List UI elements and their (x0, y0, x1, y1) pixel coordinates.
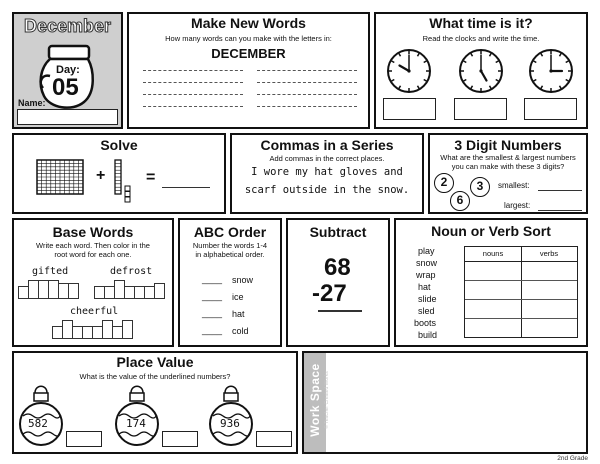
answer-line[interactable] (143, 82, 243, 83)
place-value-section (12, 351, 298, 454)
clock-icon (458, 48, 504, 94)
abc-section (178, 218, 282, 347)
noun-verb-title: Noun or Verb Sort (431, 223, 551, 239)
base-words-section (12, 218, 174, 347)
sort-word: snow (416, 258, 438, 268)
day-number: 05 (52, 74, 79, 101)
place-value-answer-box[interactable] (66, 431, 102, 447)
solve-title: Solve (100, 137, 138, 153)
abc-blank[interactable]: ____ (202, 291, 223, 301)
commas-instruction: Add commas in the correct places. (269, 154, 385, 163)
solve-answer-line[interactable] (162, 187, 210, 188)
hundreds-block-icon (36, 159, 84, 195)
day-label: Day: (56, 64, 80, 76)
subtract-title: Subtract (309, 224, 367, 240)
place-value-answer-box[interactable] (256, 431, 292, 447)
base-word: cheerful (70, 306, 119, 317)
base-words-instruction-1: Write each word. Then color in the (36, 241, 150, 250)
ones-cubes-icon (124, 185, 132, 203)
workspace-tab (304, 353, 326, 452)
time-answer-box[interactable] (383, 98, 436, 120)
abc-instruction-1: Number the words 1-4 (192, 241, 268, 250)
time-section (374, 12, 588, 129)
ornament-icon (208, 383, 254, 449)
footer-grade: 2nd Grade (557, 455, 588, 462)
place-value-instruction: What is the value of the underlined numbers? (79, 372, 231, 381)
base-word: gifted (32, 266, 69, 277)
workspace-credit: © Teacher Created Works (324, 371, 330, 429)
answer-line[interactable] (143, 94, 243, 95)
sort-word: wrap (416, 270, 436, 280)
abc-blank[interactable]: ____ (202, 308, 223, 318)
answer-line[interactable] (257, 106, 357, 107)
base-word: defrost (110, 266, 153, 277)
make-words-word: DECEMBER (211, 46, 286, 61)
largest-label: largest: (504, 201, 531, 210)
abc-blank[interactable]: ____ (202, 274, 223, 284)
place-value-title: Place Value (116, 354, 194, 370)
equals-sign: = (146, 169, 156, 186)
digits-section (428, 133, 588, 214)
time-title: What time is it? (429, 15, 533, 31)
sort-word: hat (418, 282, 431, 292)
abc-blank[interactable]: ____ (202, 325, 223, 335)
commas-title: Commas in a Series (260, 137, 394, 153)
name-label: Name: (18, 98, 46, 108)
sort-word: slide (418, 294, 437, 304)
noun-verb-section (394, 218, 588, 347)
verbs-header: verbs (539, 249, 559, 258)
base-words-instruction-2: root word for each one. (54, 250, 132, 259)
abc-title: ABC Order (193, 224, 267, 240)
largest-answer-line[interactable] (538, 210, 582, 211)
letter-cells[interactable] (52, 320, 132, 339)
letter-cells[interactable] (18, 280, 78, 299)
sort-word: play (418, 246, 435, 256)
sort-word: boots (414, 318, 437, 328)
subtract-top: 68 (324, 254, 351, 281)
digit-circle: 3 (470, 177, 490, 197)
abc-word: ice (232, 292, 244, 302)
answer-line[interactable] (143, 70, 243, 71)
abc-word: snow (232, 275, 254, 285)
month-title: December (23, 16, 112, 36)
place-value-answer-box[interactable] (162, 431, 198, 447)
workspace-label: Work Space (308, 363, 322, 437)
answer-line[interactable] (257, 70, 357, 71)
answer-line[interactable] (257, 94, 357, 95)
answer-line[interactable] (257, 82, 357, 83)
subtract-bottom: -27 (312, 280, 347, 307)
abc-word: hat (232, 309, 245, 319)
sort-word: build (418, 330, 438, 340)
abc-word: cold (232, 326, 249, 336)
place-value-number: 582 (28, 417, 48, 430)
digits-instruction-2: you can make with these 3 digits? (451, 162, 565, 171)
sort-table (464, 246, 578, 338)
smallest-label: smallest: (498, 181, 530, 190)
commas-section (230, 133, 424, 214)
commas-sentence-line2: scarf outside in the snow. (244, 184, 410, 196)
day-card (12, 12, 123, 129)
subtract-section (286, 218, 390, 347)
clock-icon (528, 48, 574, 94)
place-value-number: 936 (220, 417, 240, 430)
time-instruction: Read the clocks and write the time. (422, 34, 540, 43)
subtract-answer-line[interactable] (318, 310, 362, 312)
digit-circle: 6 (450, 191, 470, 211)
letter-cells[interactable] (94, 280, 164, 299)
make-words-title: Make New Words (191, 15, 306, 31)
workspace-section[interactable] (302, 351, 588, 454)
smallest-answer-line[interactable] (538, 190, 582, 191)
digits-instruction-1: What are the smallest & largest numbers (440, 153, 576, 162)
nouns-header: nouns (482, 249, 504, 258)
ornament-icon (18, 383, 64, 449)
answer-line[interactable] (143, 106, 243, 107)
make-words-section (127, 12, 370, 129)
solve-section (12, 133, 226, 214)
clock-icon (386, 48, 432, 94)
commas-sentence-line1: I wore my hat gloves and (251, 166, 403, 178)
digits-title: 3 Digit Numbers (454, 137, 562, 153)
name-input[interactable] (17, 109, 118, 125)
digit-circle: 2 (434, 173, 454, 193)
tens-rod-icon (114, 159, 122, 195)
make-words-instruction: How many words can you make with the letters in: (165, 34, 332, 43)
time-answer-box[interactable] (454, 98, 507, 120)
time-answer-box[interactable] (524, 98, 577, 120)
base-words-title: Base Words (52, 224, 134, 240)
sort-word: sled (418, 306, 435, 316)
plus-sign: + (96, 167, 106, 184)
abc-instruction-2: in alphabetical order. (195, 250, 265, 259)
place-value-number: 174 (126, 417, 146, 430)
ornament-icon (114, 383, 160, 449)
